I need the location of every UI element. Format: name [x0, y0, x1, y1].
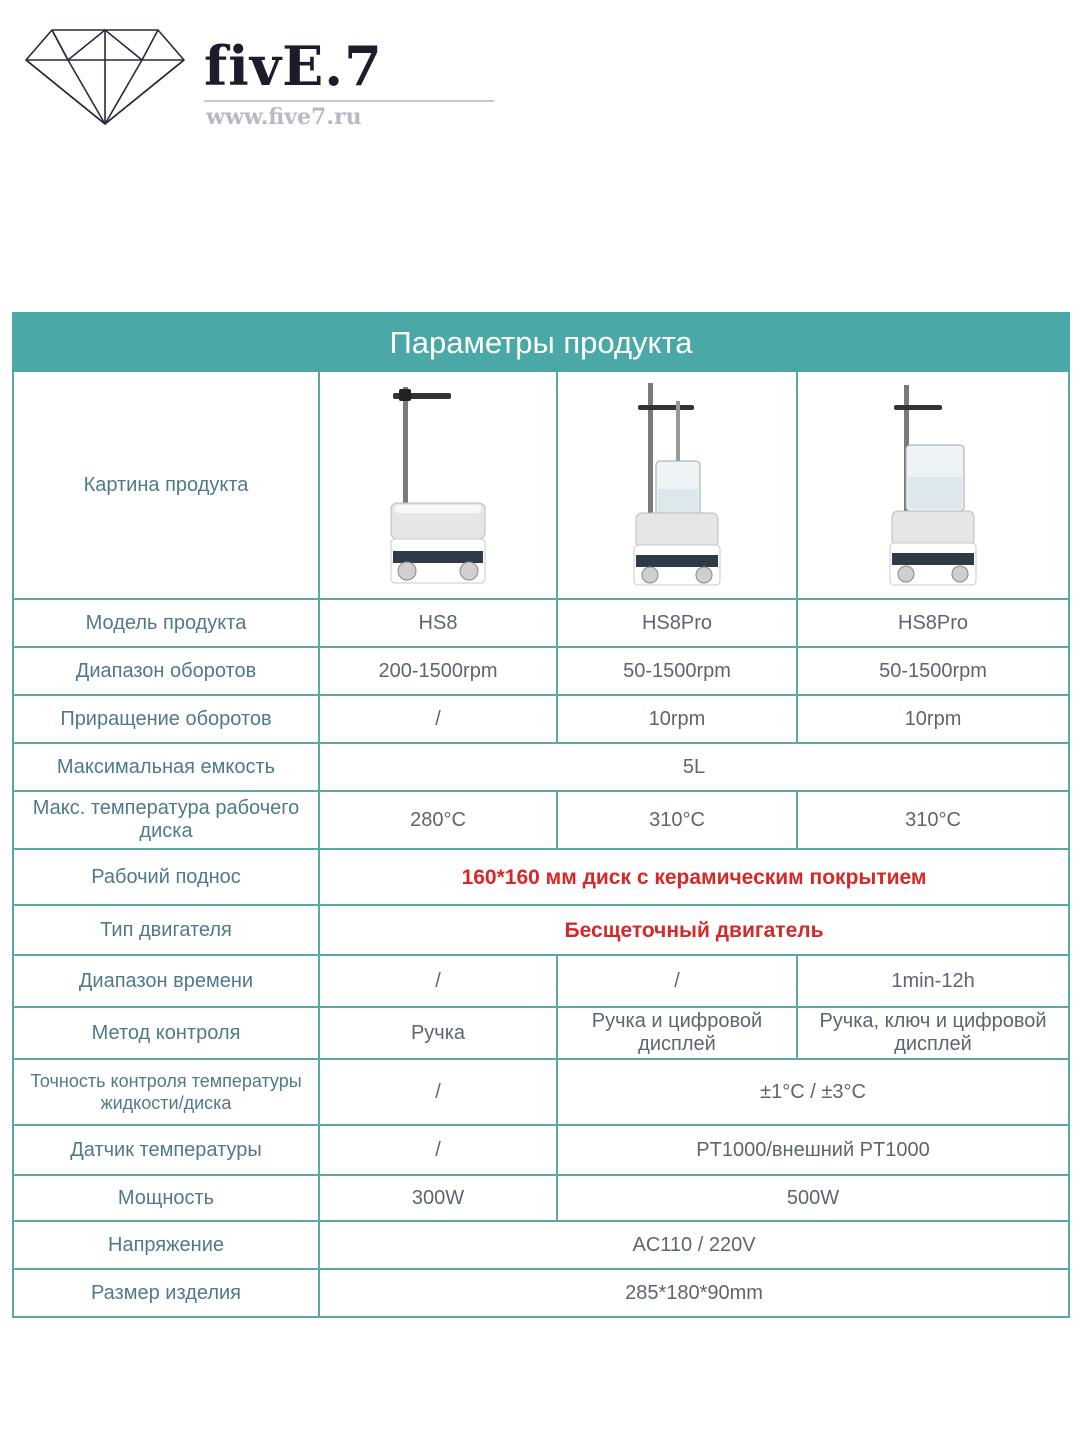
table-row [13, 371, 1069, 599]
table-row [13, 955, 1069, 1007]
highlight-value: 160*160 мм диск с керамическим покрытием [319, 849, 1069, 905]
cell-value: 10rpm [557, 695, 797, 743]
row-label: Диапазон оборотов [13, 647, 319, 695]
row-label: Диапазон времени [13, 955, 319, 1007]
stirrer-beaker-image [878, 379, 988, 591]
cell-value: Ручка, ключ и цифровой дисплей [797, 1007, 1069, 1059]
cell-value: 500W [557, 1175, 1069, 1221]
row-label: Напряжение [13, 1221, 319, 1269]
picture-label: Картина продукта [13, 371, 319, 599]
cell-value: 50-1500rpm [557, 647, 797, 695]
product-image-hs8pro-timer [797, 371, 1069, 599]
brand-logo [22, 24, 502, 134]
table-row [13, 1269, 1069, 1317]
table-row [13, 1221, 1069, 1269]
table-row [13, 599, 1069, 647]
cell-value: HS8Pro [557, 599, 797, 647]
row-label: Размер изделия [13, 1269, 319, 1317]
row-label: Приращение оборотов [13, 695, 319, 743]
row-label: Рабочий поднос [13, 849, 319, 905]
cell-value: 5L [319, 743, 1069, 791]
stirrer-beaker-image [622, 379, 732, 591]
table-row [13, 849, 1069, 905]
cell-value: 200-1500rpm [319, 647, 557, 695]
cell-value: / [319, 955, 557, 1007]
cell-value: / [319, 1059, 557, 1125]
spec-table [12, 312, 1070, 1318]
cell-value: 300W [319, 1175, 557, 1221]
table-row [13, 1175, 1069, 1221]
row-label: Макс. температура рабочего диска [13, 791, 319, 849]
row-label: Максимальная емкость [13, 743, 319, 791]
cell-value: AC110 / 220V [319, 1221, 1069, 1269]
cell-value: 285*180*90mm [319, 1269, 1069, 1317]
cell-value: 310°C [557, 791, 797, 849]
cell-value: / [319, 1125, 557, 1175]
cell-value: PT1000/внешний PT1000 [557, 1125, 1069, 1175]
table-row [13, 1007, 1069, 1059]
highlight-value: Бесщеточный двигатель [319, 905, 1069, 955]
table-row [13, 1125, 1069, 1175]
row-label: Модель продукта [13, 599, 319, 647]
brand-divider [204, 100, 494, 102]
cell-value: / [319, 695, 557, 743]
cell-value: HS8 [319, 599, 557, 647]
brand-name: fivE.7 [204, 34, 383, 98]
row-label: Тип двигателя [13, 905, 319, 955]
cell-value: / [557, 955, 797, 1007]
table-row [13, 905, 1069, 955]
cell-value: 310°C [797, 791, 1069, 849]
cell-value: 50-1500rpm [797, 647, 1069, 695]
cell-value: 280°C [319, 791, 557, 849]
table-row [13, 1059, 1069, 1125]
cell-value: Ручка и цифровой дисплей [557, 1007, 797, 1059]
table-title: Параметры продукта [13, 313, 1069, 371]
cell-value: 10rpm [797, 695, 1069, 743]
row-label: Точность контроля температуры жидкости/диска [13, 1059, 319, 1125]
cell-value: 1min-12h [797, 955, 1069, 1007]
cell-value: HS8Pro [797, 599, 1069, 647]
cell-value: ±1°C / ±3°C [557, 1059, 1069, 1125]
row-label: Датчик температуры [13, 1125, 319, 1175]
cell-value: Ручка [319, 1007, 557, 1059]
table-row [13, 647, 1069, 695]
diamond-icon [22, 24, 188, 128]
stirrer-image [383, 379, 493, 591]
table-row [13, 791, 1069, 849]
brand-url: www.five7.ru [206, 104, 362, 130]
row-label: Метод контроля [13, 1007, 319, 1059]
row-label: Мощность [13, 1175, 319, 1221]
product-image-hs8 [319, 371, 557, 599]
table-row [13, 695, 1069, 743]
product-image-hs8pro [557, 371, 797, 599]
table-row [13, 743, 1069, 791]
